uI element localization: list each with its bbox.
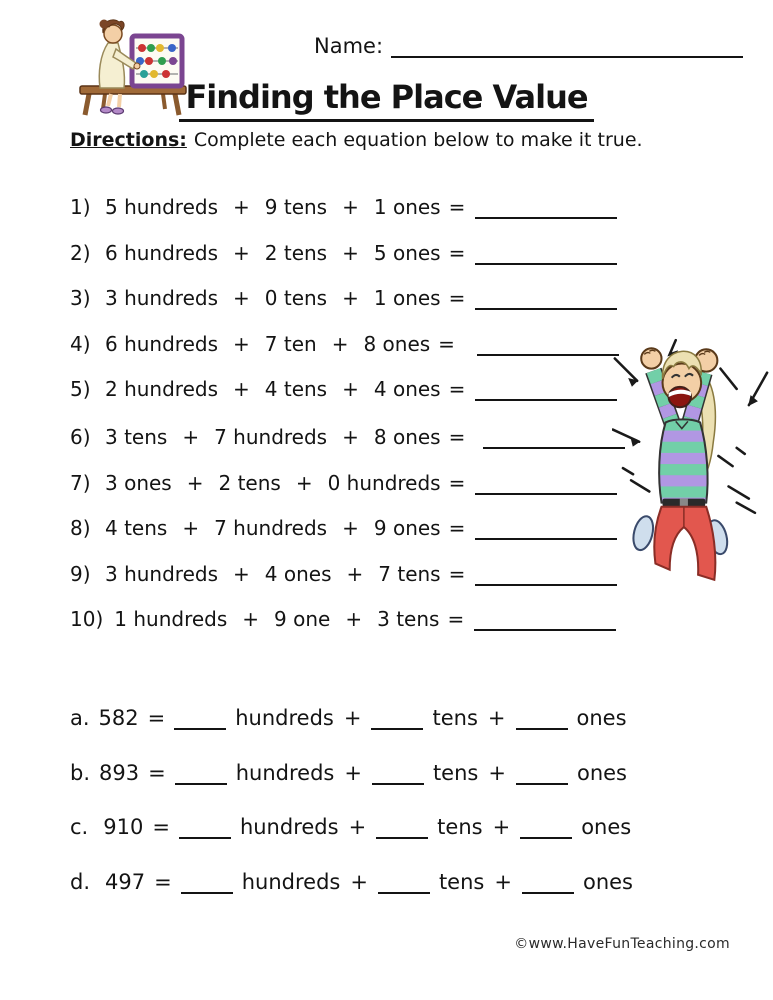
plus-sign: + [348,815,367,839]
answer-blank[interactable] [475,584,617,586]
answer-blank-tens[interactable] [378,892,430,894]
term-1: 6 hundreds [105,240,219,265]
term-2: 2 tens [264,240,328,265]
decompose-row-c [70,814,633,841]
tens-label: tens [438,869,485,894]
term-2: 7 hundreds [214,425,328,449]
plus-sign: + [342,425,359,449]
equals-sign: = [448,240,466,265]
term-2: 9 tens [264,195,328,219]
answer-blank-hundreds[interactable] [175,783,227,785]
hundreds-label: hundreds [235,760,335,785]
equation-number: 3) [70,286,91,310]
directions-text: Complete each equation below to make it true. [193,129,643,151]
equals-sign: = [448,516,466,540]
term-3: 4 ones [373,377,441,401]
answer-blank-hundreds[interactable] [181,892,233,894]
term-1: 6 hundreds [105,331,219,356]
answer-blank[interactable] [475,308,617,310]
answer-blank[interactable] [477,354,619,356]
answer-blank[interactable] [475,217,617,219]
plus-sign: + [233,561,250,586]
tens-label: tens [432,706,478,730]
ones-label: ones [581,815,632,839]
hundreds-label: hundreds [239,815,339,839]
term-2: 7 ten [264,331,317,356]
equation-row-4 [70,331,625,357]
plus-sign: + [233,286,250,310]
answer-blank-tens[interactable] [372,783,424,785]
term-1: 3 hundreds [105,286,219,310]
equation-number: 2) [70,240,91,265]
term-3: 8 ones [363,331,431,356]
plus-sign: + [342,377,359,401]
answer-blank-ones[interactable] [516,783,568,785]
ones-label: ones [576,760,627,785]
tens-label: tens [432,760,479,785]
equation-row-1 [70,194,625,220]
plus-sign: + [233,331,250,356]
equals-sign: = [448,561,466,586]
equation-row-7 [70,470,625,496]
answer-blank-ones[interactable] [516,728,568,730]
name-input-line[interactable] [391,56,743,58]
decompose-row-b [70,760,633,787]
plus-sign: + [345,607,363,631]
answer-blank[interactable] [483,447,625,449]
equation-number: 10) [70,607,104,631]
equation-number: 8) [70,516,91,540]
plus-sign: + [494,869,512,894]
plus-sign: + [295,470,313,495]
equation-number: 7) [70,470,91,495]
term-2: 4 tens [264,377,328,401]
term-3: 1 ones [373,286,441,310]
item-number: 893 [99,760,140,785]
plus-sign: + [342,286,359,310]
equation-number: 4) [70,331,91,356]
equals-sign: = [447,607,465,631]
term-3: 5 ones [373,240,441,265]
term-1: 3 hundreds [105,561,219,586]
copyright: ©www.HaveFunTeaching.com [514,936,730,952]
name-label: Name: [314,34,384,58]
ones-label: ones [582,869,633,894]
answer-blank[interactable] [474,629,616,631]
term-3: 0 hundreds [327,470,441,495]
equals-sign: = [448,286,466,310]
term-3: 8 ones [373,425,441,449]
directions [70,129,643,151]
term-3: 3 tens [377,607,440,631]
equation-number: 5) [70,377,91,401]
answer-blank-ones[interactable] [522,892,574,894]
answer-blank[interactable] [475,538,617,540]
equals-sign: = [438,331,455,356]
answer-blank[interactable] [475,399,617,401]
equation-row-2 [70,240,625,266]
hundreds-label: hundreds [235,706,334,730]
plus-sign: + [233,240,250,265]
plus-sign: + [342,240,359,265]
equals-sign: = [154,869,172,894]
term-2: 2 tens [218,470,281,495]
item-number: 582 [98,706,139,730]
equation-row-5 [70,376,625,402]
term-2: 7 hundreds [214,516,328,540]
term-1: 3 tens [105,425,168,449]
item-letter: d. [70,869,91,894]
ones-label: ones [576,706,627,730]
term-3: 1 ones [373,195,441,219]
pants-icon [654,499,715,580]
hundreds-label: hundreds [241,869,341,894]
answer-blank[interactable] [475,493,617,495]
equation-number: 6) [70,425,91,449]
plus-sign: + [331,331,349,356]
directions-label: Directions: [70,129,187,151]
term-2: 0 tens [264,286,328,310]
equals-sign: = [152,815,170,839]
term-1: 1 hundreds [114,607,228,631]
item-letter: a. [70,706,90,730]
term-2: 9 one [274,607,331,631]
decompose-section [70,705,633,923]
plus-sign: + [492,815,511,839]
equation-number: 9) [70,561,91,586]
plus-sign: + [182,516,200,540]
plus-sign: + [342,195,359,219]
equals-sign: = [147,706,166,730]
decompose-row-d [70,869,633,896]
plus-sign: + [186,470,204,495]
plus-sign: + [343,706,362,730]
page-title: Finding the Place Value [179,78,593,122]
name-row [314,34,743,58]
term-1: 3 ones [105,470,172,495]
plus-sign: + [488,760,506,785]
plus-sign: + [182,425,200,449]
plus-sign: + [342,516,359,540]
answer-blank-tens[interactable] [371,728,423,730]
item-number: 910 [103,815,144,839]
equation-row-3 [70,285,625,311]
plus-sign: + [233,195,250,219]
item-letter: c. [70,815,89,839]
term-1: 4 tens [105,516,168,540]
tens-label: tens [437,815,483,839]
equation-number: 1) [70,195,91,219]
term-3: 9 ones [373,516,441,540]
equation-row-10 [70,606,625,632]
title-wrap [0,78,773,122]
answer-blank-hundreds[interactable] [179,837,231,839]
plus-sign: + [242,607,260,631]
item-letter: b. [70,760,91,785]
equation-row-9 [70,561,625,587]
celebrating-child-clipart [612,328,773,590]
term-1: 5 hundreds [105,195,219,219]
plus-sign: + [487,706,506,730]
equations-section [70,194,625,652]
plus-sign: + [344,760,362,785]
equation-row-6 [70,424,625,450]
answer-blank-ones[interactable] [520,837,572,839]
item-number: 497 [105,869,146,894]
equation-row-8 [70,515,625,541]
equals-sign: = [448,195,466,219]
term-3: 7 tens [378,561,441,586]
answer-blank-hundreds[interactable] [174,728,226,730]
equals-sign: = [448,470,466,495]
answer-blank-tens[interactable] [376,837,428,839]
decompose-row-a [70,705,633,732]
plus-sign: + [233,377,250,401]
plus-sign: + [350,869,368,894]
equals-sign: = [448,425,466,449]
equals-sign: = [448,377,466,401]
equals-sign: = [148,760,166,785]
term-1: 2 hundreds [105,377,219,401]
plus-sign: + [346,561,364,586]
answer-blank[interactable] [475,263,617,265]
term-2: 4 ones [264,561,332,586]
